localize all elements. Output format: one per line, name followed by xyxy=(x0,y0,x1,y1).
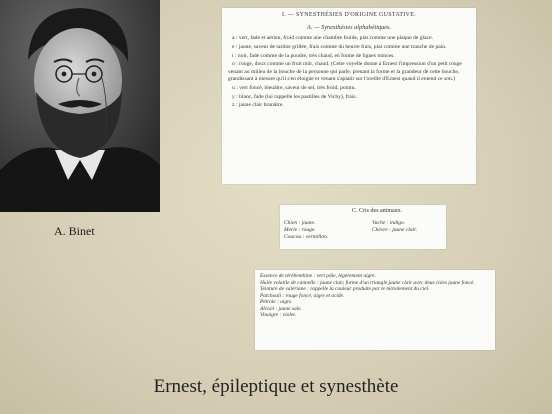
excerpt-line: Patchouli : rouge foncé, aigre et acide. xyxy=(260,292,345,299)
excerpt-column-right xyxy=(372,220,417,234)
excerpt-paragraph: o : rouge, doux comme un fruit mûr, chaud. (Cette voyelle donne à Ernest l'impression d'un petit rouge venant au milieu de la bouche de la personne qui parle, prenant la forme et la grandeur de cette bouche, grandissant à mesure qu'il s'en éloigne et venant s'aplatir sur l'oreille d'Ernest quand il entend ce son.) xyxy=(228,61,462,82)
excerpt-paragraph: i : noir, fade comme de la poudre, très chaud, en forme de lignes minces. xyxy=(232,52,395,59)
portrait-photo xyxy=(0,0,160,212)
excerpt-line: Merle : rouge. xyxy=(284,226,316,233)
document-excerpt-alphabetic-synesthesias xyxy=(222,8,476,184)
excerpt-heading: I. — SYNESTHÉSIES D'ORIGINE GUSTATIVE. xyxy=(282,12,416,18)
document-excerpt-odors xyxy=(255,270,495,350)
excerpt-paragraph: a : vert, fade et aérien, froid comme une chambre froide, plat comme une plaque de glace. xyxy=(232,35,433,41)
excerpt-subheading: A. — Synesthésies alphabétiques. xyxy=(306,24,392,31)
excerpt-line: Chien : jaune. xyxy=(284,220,316,226)
binet-portrait-image xyxy=(0,0,160,212)
excerpt-paragraph: y : blanc, fade (lui rappelle les pastilles de Vichy), frais. xyxy=(232,93,357,100)
excerpt-line: Essence de térébenthine : vert pâle, légèrement aigre. xyxy=(260,273,376,279)
excerpt-line: Vache : indigo. xyxy=(372,220,406,226)
excerpt-line: Coucou : vermillon. xyxy=(284,233,329,240)
document-excerpt-animal-cries xyxy=(280,205,446,249)
excerpt-line: Vinaigre : violet. xyxy=(260,312,297,318)
excerpt-title: C. Cris des animaux. xyxy=(352,208,403,214)
excerpt-paragraph: u : vert foncé, bleuâtre, saveur de sel, très froid, pointu. xyxy=(232,84,356,91)
portrait-caption: A. Binet xyxy=(54,224,95,238)
slide-title: Ernest, épileptique et synesthète xyxy=(153,376,399,397)
excerpt-line: Chèvre : jaune clair. xyxy=(372,226,418,233)
excerpt-line: Alcool : jaune sale. xyxy=(260,305,302,312)
excerpt-line: Teinture de valériane : rappelle la couleur produite par le miroitement du ciel. xyxy=(260,286,430,292)
excerpt-column-left xyxy=(284,220,328,240)
excerpt-paragraph: z : jaune clair brunâtre. xyxy=(232,102,284,109)
excerpt-paragraph: e : jaune, saveur de tartine grillée, frais comme du beurre frais, plat comme une tranche de pain. xyxy=(232,43,447,50)
excerpt-line: Huile volatile de cannelle : jaune clair, forme d'un triangle jaune clair avec deux raies jaune foncé. xyxy=(260,279,475,286)
excerpt-line: Pétrole : aigre. xyxy=(260,299,293,305)
